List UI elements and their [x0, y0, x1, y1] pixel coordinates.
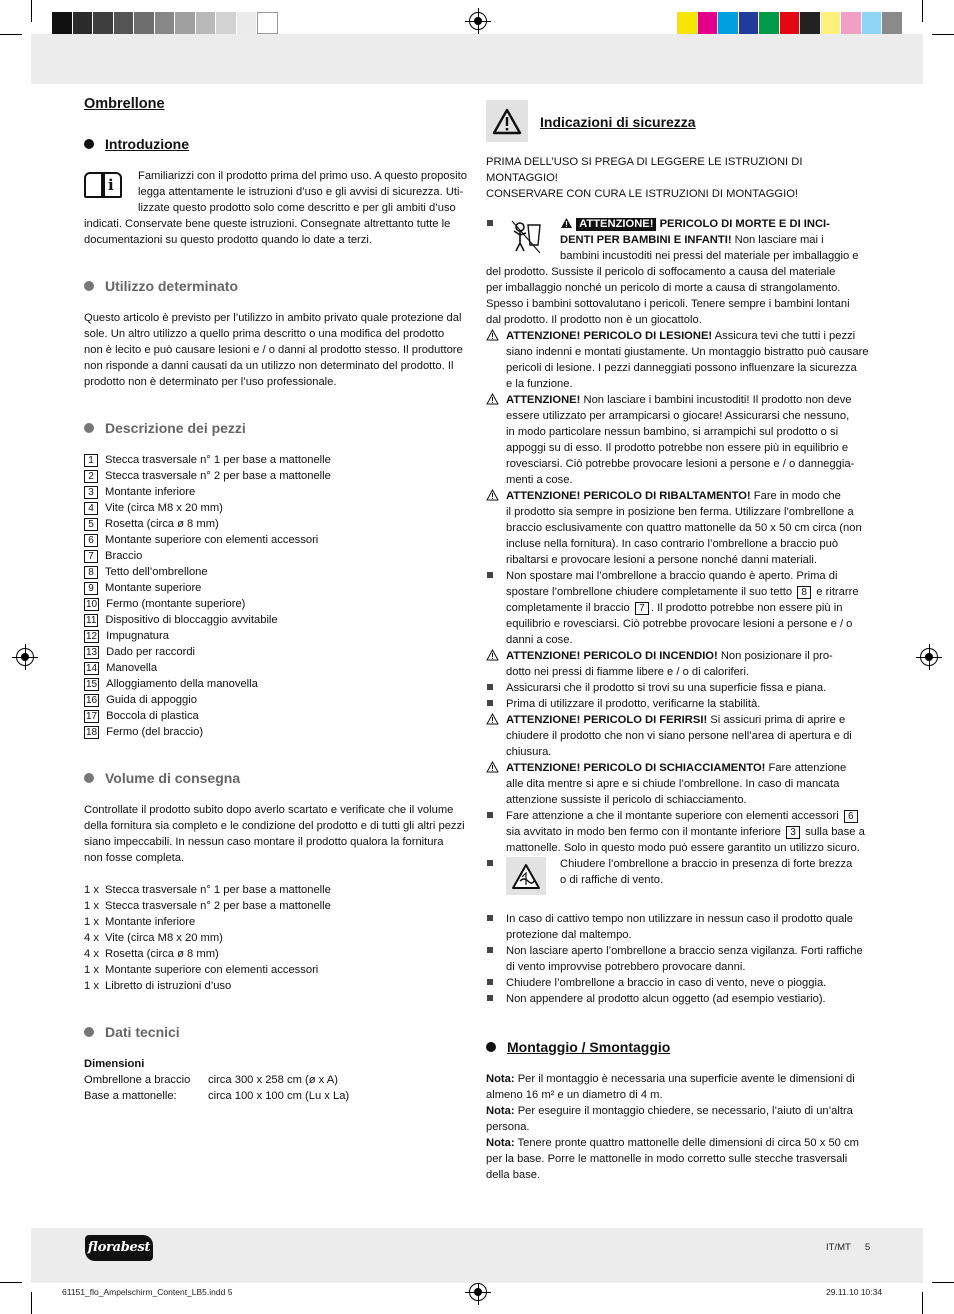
section-heading-dati: Dati tecnici	[84, 1024, 468, 1040]
square-bullet-icon	[487, 700, 493, 706]
safety-caps: PRIMA DELL’USO SI PREGA DI LEGGERE LE ISTRUZIONI DI MONTAGGIO! CONSERVARE CON CURA LE ISTRUZIONI DI MONTAGGIO!	[486, 156, 803, 200]
file-slug: 61151_flo_Ampelschirm_Content_LB5.indd 5	[62, 1287, 233, 1297]
color-swatch	[698, 12, 719, 34]
part-number-badge: 8	[84, 566, 98, 579]
part-number-badge: 18	[86, 726, 98, 738]
delivery-item: 1 x Montante inferiore	[84, 916, 196, 928]
part-number-badge: 1	[84, 454, 98, 467]
part-item: 14 Manovella	[86, 662, 158, 674]
part-number-badge: 6	[84, 534, 98, 547]
part-number-badge: 2	[84, 470, 98, 483]
warning-ferirsi: ATTENZIONE! PERICOLO DI FERIRSI! Si assicuri prima di aprire e chiudere il prodotto che non vi siano persone nell’area di apertura e di chiusura.	[486, 712, 871, 760]
square-bullet-icon	[487, 572, 493, 578]
square-bullet-icon	[487, 915, 493, 921]
color-swatch	[93, 12, 114, 34]
delivery-item: 1 x Stecca trasversale n° 2 per base a mattonelle	[84, 900, 331, 912]
part-number-badge: 7	[635, 602, 649, 615]
part-item: 15 Alloggiamento della manovella	[86, 678, 258, 690]
delivery-item: 1 x Stecca trasversale n° 1 per base a mattonelle	[84, 884, 331, 896]
dimension-row: Base a mattonelle: circa 100 x 100 cm (Lu x La)	[84, 1090, 350, 1102]
delivery-paragraph: Controllate il prodotto subito dopo averlo scartato e verificate che il volume della fornitura sia completo e le condizione del prodotto e di tutti gli altri pezzi siano impeccabili. In nessun caso montare il prodotto qualora la fornitura non fosse completa.	[84, 804, 465, 864]
section-heading-consegna: Volume di consegna	[84, 770, 468, 786]
part-number-badge: 7	[84, 550, 98, 563]
section-heading-pezzi: Descrizione dei pezzi	[84, 420, 468, 436]
part-item: 1 Stecca trasversale n° 1 per base a mattonelle	[84, 452, 468, 468]
footer-band	[31, 1228, 923, 1283]
bullet-dot-icon	[84, 423, 94, 433]
color-swatch	[841, 12, 862, 34]
crop-mark	[932, 1282, 954, 1283]
date-slug: 29.11.10 10:34	[826, 1287, 883, 1297]
warning-triangle-icon	[486, 329, 499, 341]
warning-injury: ATTENZIONE! PERICOLO DI LESIONE! Assicura tevi che tutti i pezzi siano indenni e montati giustamente. Un montaggio bistratto può causare pericoli di lesione. I pezzi danneggiati possono influenzare la sicurezza e la funzione.	[486, 328, 871, 392]
part-item: 8 Tetto dell’ombrellone	[84, 564, 468, 580]
bullet-dot-icon	[84, 281, 94, 291]
registration-mark-top	[469, 12, 487, 30]
page-number: 5	[864, 1242, 871, 1253]
registration-mark-bottom	[469, 1283, 487, 1301]
section-heading-introduzione: Introduzione	[84, 136, 468, 152]
part-item: 17 Boccola di plastica	[86, 710, 199, 722]
part-item: 10 Fermo (montante superiore)	[86, 598, 246, 610]
part-item: 6 Montante superiore con elementi accessori	[84, 532, 468, 548]
warning-triangle-icon	[486, 713, 499, 725]
part-number-badge: 11	[86, 614, 97, 626]
color-swatch	[759, 12, 780, 34]
warning-climbing: ATTENZIONE! Non lasciare i bambini incustoditi! Il prodotto non deve essere utilizzato per arrampicarsi o giocare! Assicurarsi che nessuno, in modo particolare nessun bambino, si arrampichi sul prodotto o si appoggi su di esso. Il prodotto potrebbe non essere più in equilibrio e rovesciarsi. Ciò potrebbe provocare lesioni a persone e / o danneggia- menti a cose.	[486, 392, 871, 488]
note-stability: Prima di utilizzare il prodotto, verificarne la stabilità.	[486, 696, 871, 712]
color-swatch	[882, 12, 903, 34]
note-wind: Chiudere l’ombrellone a braccio in presenza di forte brezza o di raffiche di vento.	[486, 856, 871, 897]
square-bullet-icon	[487, 947, 493, 953]
brand-logo: florabest	[85, 1235, 153, 1261]
dimensions-title: Dimensioni	[84, 1058, 145, 1070]
part-number-badge: 13	[86, 646, 98, 658]
part-item: 18 Fermo (del braccio)	[86, 726, 204, 738]
intro-paragraph: i Familiarizzi con il prodotto prima del primo uso. A questo proposito legga attentamente le istruzioni d’uso e gli avvisi di sicurezza. Uti- lizzate questo prodotto solo come descritto e per gli ambiti d’uso indicati. Conservate bene queste istruzioni. Consegnate altrettanto tutte le documentazioni su questo prodotto quando lo date a terzi.	[84, 170, 467, 246]
warning-triangle-icon	[560, 217, 573, 229]
color-swatch	[114, 12, 135, 34]
child-plastic-bag-icon	[506, 217, 546, 257]
right-column	[486, 100, 871, 1183]
warning-triangle-icon	[486, 393, 499, 405]
info-book-icon: i	[84, 170, 124, 202]
bullet-dot-icon	[486, 1042, 496, 1052]
color-swatch	[73, 12, 94, 34]
part-number-badge: 8	[797, 586, 811, 599]
part-number-badge: 16	[86, 694, 98, 706]
warning-children: ATTENZIONE! PERICOLO DI MORTE E DI INCI- DENTI PER BAMBINI E INFANTI! Non lasciare mai i bambini incustoditi nei pressi del materiale per imballaggio e del prodotto. Sussiste il pericolo di soffocamento a causa del materiale per imballaggio nonché un pericolo di morte a causa di strangolamento. Spesso i bambini sottovalutano i pericoli. Tenere sempre i bambini lontani dal prodotto. Il prodotto non è un giocattolo.	[486, 218, 859, 326]
crop-mark	[0, 34, 22, 35]
part-item: 9 Montante superiore	[84, 580, 468, 596]
part-item: 5 Rosetta (circa ø 8 mm)	[84, 516, 468, 532]
warning-triangle-icon	[486, 489, 499, 501]
warning-fire: ATTENZIONE! PERICOLO DI INCENDIO! Non posizionare il pro- dotto nei pressi di fiamme libere e / o di caloriferi.	[486, 648, 871, 680]
crop-mark	[922, 1292, 923, 1314]
crop-mark	[932, 34, 954, 35]
page-footer	[826, 1240, 870, 1256]
part-number-badge: 6	[844, 810, 858, 823]
part-number-badge: 12	[86, 630, 98, 642]
part-item: 13 Dado per raccordi	[86, 646, 196, 658]
color-swatch	[134, 12, 155, 34]
color-swatch	[196, 12, 217, 34]
color-swatch	[237, 12, 258, 34]
crop-mark	[31, 0, 32, 22]
color-swatch	[739, 12, 760, 34]
square-bullet-icon	[487, 995, 493, 1001]
delivery-item: 4 x Rosetta (circa ø 8 mm)	[84, 948, 219, 960]
part-number-badge: 15	[86, 678, 98, 690]
bullet-dot-icon	[84, 1027, 94, 1037]
crop-mark	[31, 1292, 32, 1314]
color-swatch	[821, 12, 842, 34]
safety-header	[486, 100, 871, 142]
color-swatch	[800, 12, 821, 34]
part-number-badge: 3	[84, 486, 98, 499]
part-number-badge: 17	[86, 710, 98, 722]
registration-mark-left	[16, 648, 34, 666]
color-swatch	[780, 12, 801, 34]
dimension-row: Ombrellone a braccio circa 300 x 258 cm (ø x A)	[84, 1074, 338, 1086]
page-title: Ombrellone	[84, 96, 165, 112]
part-number-badge: 3	[786, 826, 800, 839]
delivery-list	[84, 882, 468, 994]
part-item: 4 Vite (circa M8 x 20 mm)	[84, 500, 468, 516]
note-no-hanging: Non appendere al prodotto alcun oggetto (ad esempio vestiario).	[486, 991, 871, 1007]
crop-mark	[0, 1282, 22, 1283]
color-swatch	[677, 12, 698, 34]
part-number-badge: 4	[84, 502, 98, 515]
part-item: 7 Braccio	[84, 548, 468, 564]
square-bullet-icon	[487, 860, 493, 866]
crop-mark	[922, 0, 923, 22]
note-unattended: Non lasciare aperto l’ombrellone a braccio senza vigilanza. Forti raffiche di vento improvvise potrebbero provocare danni.	[486, 943, 871, 975]
part-number-badge: 10	[86, 598, 98, 610]
note-upper-pole: Fare attenzione a che il montante superiore con elementi accessori 6 sia avvitato in modo ben fermo con il montante inferiore 3 sulla base a mattonelle. Solo in questo modo può essere garantito un utilizzo sicuro.	[486, 808, 871, 856]
section-heading-utilizzo: Utilizzo determinato	[84, 278, 468, 294]
color-swatch	[257, 12, 278, 34]
square-bullet-icon	[487, 684, 493, 690]
note-surface: Assicurarsi che il prodotto si trovi su una superficie fissa e piana.	[486, 680, 871, 696]
part-item: 12 Impugnatura	[86, 630, 169, 642]
square-bullet-icon	[487, 979, 493, 985]
use-paragraph: Questo articolo è previsto per l’utilizzo in ambito privato quale protezione dal sole. Un altro utilizzo a quello prima descritto o una modifica del prodotto non è lecito e può causare lesioni e / o danni al prodotto stesso. Il produttore non risponde a danni causati da un utilizzo non determinato del prodotto. Il prodotto non è determinato per l’uso professionale.	[84, 312, 463, 388]
delivery-item: 1 x Montante superiore con elementi accessori	[84, 964, 319, 976]
part-number-badge: 5	[84, 518, 98, 531]
warning-tipping: ATTENZIONE! PERICOLO DI RIBALTAMENTO! Fare in modo che il prodotto sia sempre in posizione ben ferma. Utilizzare l’ombrellone a braccio esclusivamente con quattro mattonelle da 50 x 50 cm circa (non incluse nella fornitura). In caso contrario l’ombrellone a braccio può ribaltarsi e provocare lesioni a persone nonché danni materiali.	[486, 488, 871, 568]
registration-mark-right	[920, 648, 938, 666]
bullet-dot-icon	[84, 773, 94, 783]
left-column	[84, 96, 468, 1104]
color-swatch	[52, 12, 73, 34]
part-item: 11 Dispositivo di bloccaggio avvitabile	[86, 614, 278, 626]
grey-color-bar	[52, 12, 278, 34]
part-item: 2 Stecca trasversale n° 2 per base a mattonelle	[84, 468, 468, 484]
wind-warning-icon	[506, 857, 546, 895]
warning-triangle-icon	[486, 649, 499, 661]
assembly-notes: Nota: Per il montaggio è necessaria una superficie avente le dimensioni di almeno 16 m² e un diametro di 4 m. Nota: Per eseguire il montaggio chiedere, se necessario, l’aiuto di un’altra persona. Nota: Tenere pronte quattro mattonelle delle dimensioni di circa 50 x 50 cm per la base. Porre le mattonelle in modo corretto sulle stecche trasversali della base.	[486, 1073, 859, 1181]
parts-list	[84, 452, 468, 740]
note-moving: Non spostare mai l’ombrellone a braccio quando è aperto. Prima di spostare l’ombrellone chiudere completamente il suo tetto 8 e ritrarre completamente il braccio 7 . Il prodotto potrebbe non essere più in equilibrio e rovesciarsi. Ciò potrebbe provocare lesioni a persone e / o danni a cose.	[486, 568, 871, 648]
warning-triangle-icon	[486, 761, 499, 773]
color-swatch	[175, 12, 196, 34]
color-swatch	[216, 12, 237, 34]
delivery-item: 1 x Libretto di istruzioni d’uso	[84, 980, 232, 992]
safety-heading: Indicazioni di sicurezza	[540, 114, 696, 130]
note-close-weather: Chiudere l’ombrellone a braccio in caso di vento, neve o pioggia.	[486, 975, 871, 991]
color-swatch	[718, 12, 739, 34]
part-item: 16 Guida di appoggio	[86, 694, 197, 706]
part-number-badge: 14	[86, 662, 98, 674]
note-bad-weather: In caso di cattivo tempo non utilizzare in nessun caso il prodotto quale protezione dal maltempo.	[486, 911, 871, 943]
delivery-item: 4 x Vite (circa M8 x 20 mm)	[84, 932, 223, 944]
section-heading-montaggio: Montaggio / Smontaggio	[486, 1039, 871, 1055]
header-band	[31, 34, 923, 84]
square-bullet-icon	[487, 812, 493, 818]
process-color-bar	[677, 12, 903, 34]
warning-crushing: ATTENZIONE! PERICOLO DI SCHIACCIAMENTO! Fare attenzione alle dita mentre si apre e si chiude l’ombrellone. In caso di mancata attenzione sussiste il pericolo di schiacciamento.	[486, 760, 871, 808]
part-number-badge: 9	[84, 582, 98, 595]
warning-triangle-icon	[486, 100, 528, 142]
part-item: 3 Montante inferiore	[84, 484, 468, 500]
bullet-dot-icon	[84, 139, 94, 149]
tech-data	[84, 1056, 468, 1104]
square-bullet-icon	[487, 220, 493, 226]
color-swatch	[155, 12, 176, 34]
language-code: IT/MT	[826, 1242, 851, 1253]
color-swatch	[862, 12, 883, 34]
